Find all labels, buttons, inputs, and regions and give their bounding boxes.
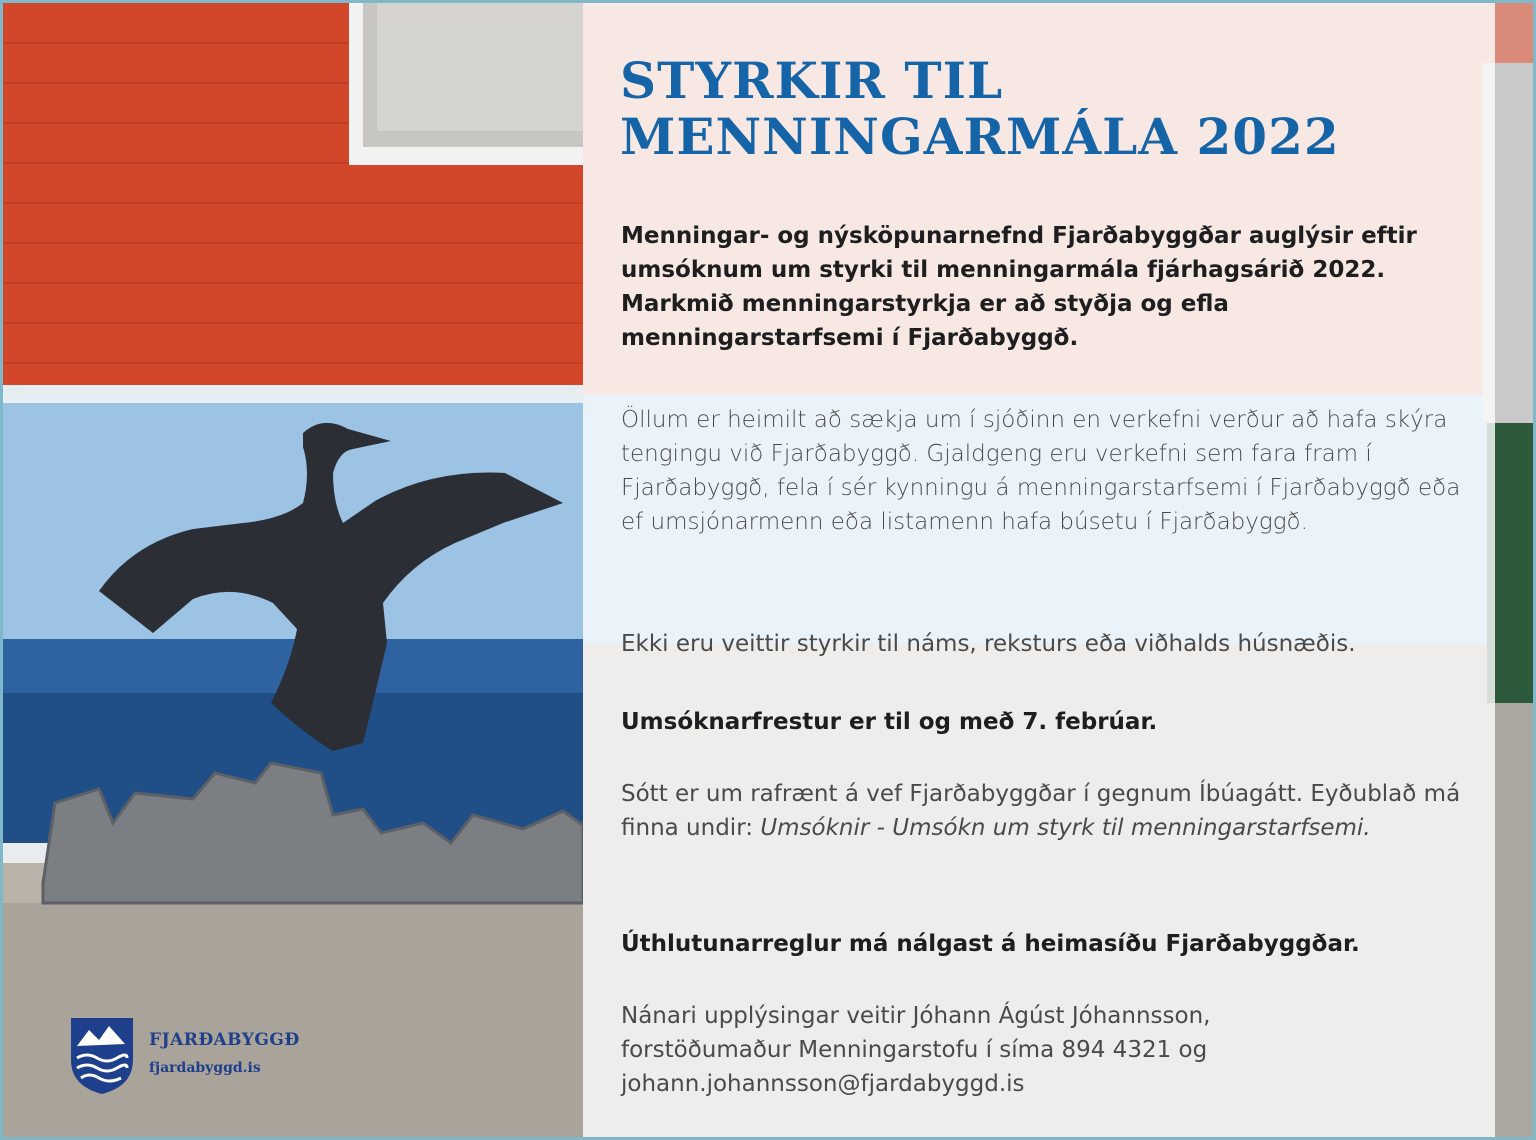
contact-email: johann.johannsson@fjardabyggd.is [621, 1071, 1025, 1097]
apply-paragraph [621, 777, 1471, 845]
contact-paragraph [621, 999, 1471, 1101]
eligibility-paragraph: Öllum er heimilt að sækja um í sjóðinn en verkefni verður að hafa skýra tengingu við Fjarðabyggð. Gjaldgeng eru verkefni sem fara fram í Fjarðabyggð, fela í sér kynningu á menningarstarfsemi í Fjarðabyggð eða ef umsjónarmenn eða listamenn hafa búsetu í Fjarðabyggð. [621, 407, 1461, 535]
page-title [620, 53, 1480, 165]
title-line-1: STYRKIR TIL [620, 51, 1004, 110]
form-path: Umsóknir - Umsókn um styrk til menningarstarfsemi. [760, 815, 1371, 841]
intro-paragraph: Menningar- og nýsköpunarnefnd Fjarðabyggðar auglýsir eftir umsóknum um styrki til menningarmála fjárhagsárið 2022. Markmið menningarstyrkja er að styðja og efla menningarstarfsemi í Fjarðabyggð. [621, 223, 1417, 351]
title-line-2: MENNINGARMÁLA 2022 [620, 107, 1340, 166]
shield-icon [69, 1016, 135, 1096]
mural-photo [3, 3, 583, 1137]
apply-text: Sótt er um rafrænt á vef Fjarðabyggðar í gegnum Íbúagátt. Eyðublað má finna undir: [621, 781, 1461, 841]
mural-illustration [3, 3, 583, 1137]
contact-line-2: forstöðumaður Menningarstofu í síma 894 4321 og [621, 1037, 1208, 1063]
logo-url: fjardabyggd.is [149, 1060, 261, 1076]
contact-line-1: Nánari upplýsingar veitir Jóhann Ágúst Jóhannsson, [621, 1003, 1211, 1029]
exclusions-paragraph: Ekki eru veittir styrkir til náms, reksturs eða viðhalds húsnæðis. [621, 631, 1356, 657]
rules-paragraph: Úthlutunarreglur má nálgast á heimasíðu Fjarðabyggðar. [621, 931, 1360, 957]
text-panel [583, 3, 1495, 1137]
fjardabyggd-logo [69, 1016, 329, 1096]
logo-name: FJARÐABYGGÐ [149, 1030, 300, 1050]
deadline-paragraph: Umsóknarfrestur er til og með 7. febrúar. [621, 709, 1158, 735]
